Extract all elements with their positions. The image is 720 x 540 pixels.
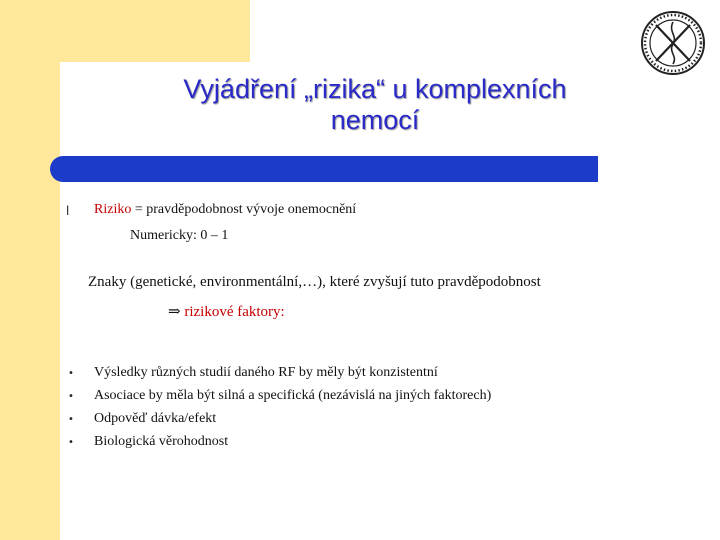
- criteria-bullet-marker: •: [68, 368, 74, 379]
- slide-title: [95, 74, 655, 136]
- definition-term: Riziko: [94, 202, 132, 217]
- implies-arrow-icon: ⇒: [168, 304, 181, 320]
- risk-factors-line: [168, 302, 285, 321]
- criteria-item: Odpověď dávka/efekt: [94, 411, 217, 426]
- criteria-item: Asociace by měla být silná a specifická (nezávislá na jiných faktorech): [94, 388, 492, 403]
- top-decor-band: [0, 0, 250, 62]
- title-divider-bar: [50, 156, 598, 182]
- criteria-bullet-marker: •: [68, 391, 74, 402]
- slide-title-line1: Vyjádření „rizika“ u komplexních: [183, 74, 567, 104]
- numeric-range-line: Numericky: 0 – 1: [130, 228, 229, 243]
- criteria-bullet-marker: •: [68, 414, 74, 425]
- risk-factors-label: rizikové faktory:: [184, 304, 285, 320]
- criteria-item: Výsledky různých studií daného RF by měly být konzistentní: [94, 365, 438, 380]
- criteria-bullet-marker: •: [68, 437, 74, 448]
- signs-line: Znaky (genetické, environmentální,…), které zvyšují tuto pravděpodobnost: [88, 274, 541, 290]
- university-seal-icon: [640, 10, 706, 76]
- definition-line: [94, 202, 356, 218]
- slide-title-line2: nemocí: [330, 105, 420, 135]
- main-bullet-marker: l: [66, 204, 70, 218]
- definition-text: = pravděpodobnost vývoje onemocnění: [131, 202, 357, 217]
- criteria-item: Biologická věrohodnost: [94, 434, 229, 449]
- left-decor-band: [0, 0, 60, 540]
